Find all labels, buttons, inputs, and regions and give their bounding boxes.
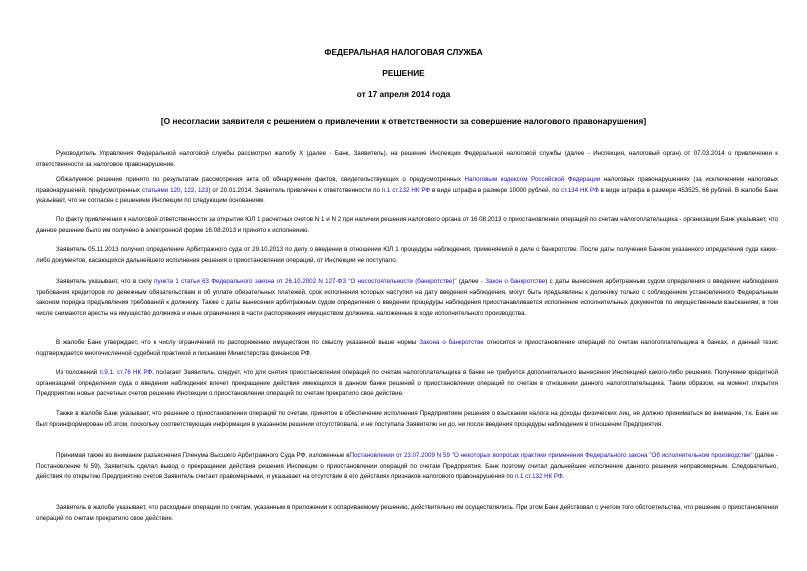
paragraph [36,215,778,236]
paragraph [36,175,778,207]
document-type-heading: РЕШЕНИЕ [382,68,425,78]
law-reference-link[interactable]: Налоговым кодексом Российской Федерации [464,176,601,183]
paragraph-text: налоговых правонарушениях (за исключением налоговых правонарушений, предусмотренных [36,176,778,194]
agency-heading: ФЕДЕРАЛЬНАЯ НАЛОГОВАЯ СЛУЖБА [324,47,483,57]
law-reference-link[interactable]: Закона о банкротстве [419,339,484,346]
paragraph-text: Заявитель в жалобе указывает, что расходные операции по счетам, указанным в приложении к оспариваемому решению, действительно им осуществлялись. При этом Банк действовал с учетом того обстоятельства, что решение о приостановлении операций по счетам прекратило свое действие. [36,504,778,522]
paragraph-text: . [562,473,565,480]
paragraph [36,338,778,359]
paragraph-text: , [180,186,185,194]
law-reference-link[interactable]: пункта 1 статьи 63 Федерального закона от 26.10.2002 N 127-ФЗ "О несостоятельности (банкротстве)" [154,278,457,285]
paragraph-text: , полагает Заявитель, следует, что для снятия приостановления операций по счетам налогоплательщика в банке не требуется дополнительного вынесения Инспекцией какого-либо решения. Получение кредитной организацией определения суда о введении наблюдения влечет прекращение действия имеющихся в данном банке решений о приостановлении операций по счетам в отношении данного налогоплательщика. Таким образом, на момент открытия Предприятию новых расчетных счетов решение Инспекции о приостановлении операций по счетам прекратило свое действие. [36,369,779,397]
paragraph-text: Обжалуемое решение принято по результатам рассмотрения акта об обнаружении фактов, свидетельствующих о предусмотренных [56,176,465,183]
law-reference-link[interactable]: Постановлении от 23.07.2009 N 59 "О некоторых вопросах практики применения Федерального закона "Об исполнительном производстве" [349,452,753,459]
paragraph-text: Заявитель указывает, что в силу [56,278,155,285]
paragraph [36,149,778,170]
paragraph [36,451,778,483]
paragraph-text: в виде штрафа в размере 10000 рублей, по [430,186,561,194]
paragraph-text: По факту привлечения к налоговой ответственности за открытие ЮЛ 1 расчетных счетов N 1 и N 2 при наличии решения налогового органа от 16.08.2013 о приостановлении операций по счетам налогоплательщика - организации Банк указывает, что данное решение было им получено в электронной форме 16.08.2013 и принято к исполнению. [36,216,778,234]
paragraph-text: В жалобе Банк утверждает, что к числу ограничений по распоряжению имуществом по смыслу указанной выше нормы [56,339,420,346]
law-reference-link[interactable]: 122 [184,186,195,194]
paragraph-text: в виде штрафа в размере 453525, 66 рублей. В жалобе Банк указывает, что не согласен с решением Инспекции по следующим основаниям. [36,186,778,204]
paragraph [36,503,778,524]
law-reference-link[interactable]: статьями 120 [141,186,181,194]
paragraph-text: ) с даты вынесения арбитражным судом определения о введении наблюдения требования кредиторов по денежным обязательствам и об уплате обязательных платежей, срок исполнения которых наступил на дату введения наблюдения, могут быть предъявлены к должнику только с соблюдением установленного Федеральным законом порядка предъявления требований к должнику. Также с даты вынесения арбитражным судом определения о введении процедуры наблюдения приостанавливается исполнение исполнительных документов по имущественным взысканиям, в том числе снимаются аресты на имущество должника и иные ограничения в части распоряжения имуществом должника, наложенные в ходе исполнительного производства. [36,278,778,317]
law-reference-link[interactable]: ст.134 НК РФ [560,186,599,194]
law-reference-link[interactable]: Закон о банкротстве [485,278,546,285]
law-reference-link[interactable]: п.9.1. ст.76 НК РФ [99,369,153,376]
paragraph [36,409,778,430]
paragraph-text: Из положений [56,369,100,376]
law-reference-link[interactable]: п.1 ст.132 НК РФ [381,186,431,194]
paragraph [36,277,778,319]
paragraph-text: Принимая также во внимание разъяснения Пленума Высшего Арбитражного Суда РФ, изложенные в [56,452,350,459]
law-reference-link[interactable]: 123 [197,186,209,194]
paragraph-text: ) от 20.01.2014. Заявитель привлечен к ответственности по [208,186,382,194]
paragraph-text: (далее - [456,278,486,285]
paragraph-text: , [194,186,198,194]
paragraph-text: Также в жалобе Банк указывает, что решение о приостановлении операций по счетам, принятое в обеспечение исполнения Предприятием решения о взыскании налога на доходы физических лиц, не должно приниматься во внимание, т.к. Банк не был проинформирован об этом, поскольку соответствующая информация в указанном решении отсутствовала, и не поступала Заявителю ни до, ни после введения процедуры наблюдения в отношении Предприятия. [36,410,778,428]
paragraph-text: Заявитель 05.11.2013 получил определение Арбитражного суда от 29.10.2013 по делу о введении в отношении ЮЛ 1 процедуры наблюдения, применяемой в деле о банкротстве. После даты получения Банком указанного определения суда каких-либо документов, касающихся дальнейшего исполнения решения о приостановлении операций, от Инспекции не поступало. [36,246,778,264]
document-subject: [О несогласии заявителя с решением о привлечении к ответственности за совершение налогового правонарушения] [160,116,647,126]
paragraph [36,245,778,266]
paragraph-text: относится и приостановление операций по счетам налогоплательщика в банках, и данный тезис подтверждается многочисленной судебной практикой и письмами Министерства финансов РФ. [36,339,778,357]
law-reference-link[interactable]: п.1 ст.132 НК РФ [514,473,563,480]
paragraph-text: Руководитель Управления Федеральной налоговой службы рассмотрел жалобу Х (далее - Банк, Заявитель), на решение Инспекции Федеральной налоговой службы (далее - Инспекция, налоговый орган) от 07.03.2014 о привлечении к ответственности за налоговое правонарушение. [36,150,778,168]
document-date: от 17 апреля 2014 года [356,89,451,99]
paragraph-text: (далее - Постановление N 59), Заявитель сделал вывод о прекращении действия решения Инспекции о приостановлении операций по счетам Предприятия. Банк поэтому считал дальнейшее исполнение данного решения неправомерным. Следовательно, действия по открытию Предприятию счетов Заявитель считает правомерными, и указывает на отсутствие в его действиях признаков налогового правонарушения по [36,452,778,480]
paragraph [36,368,778,400]
